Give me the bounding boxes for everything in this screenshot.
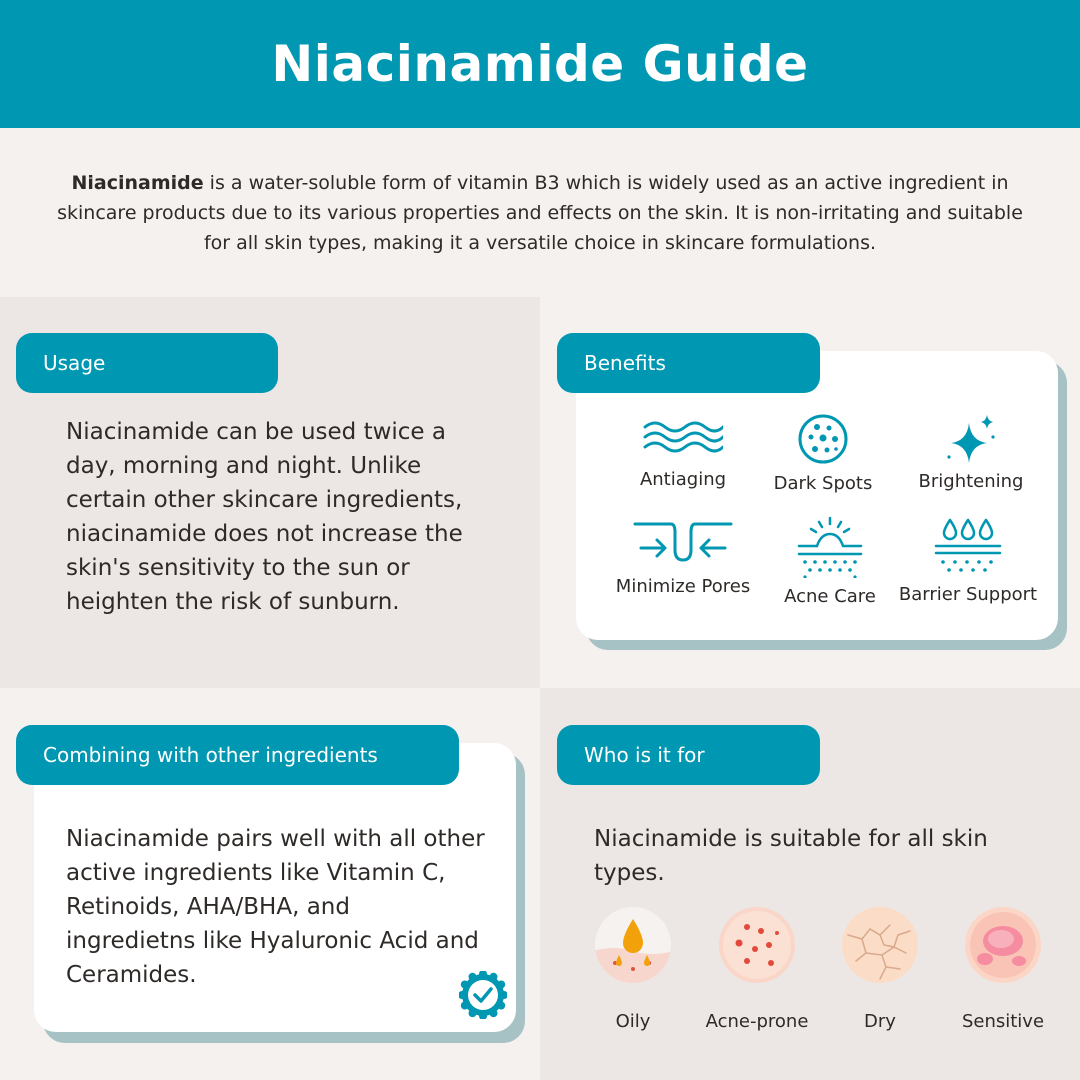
who-label-pill	[557, 725, 820, 785]
benefit-label: Barrier Support	[898, 584, 1038, 605]
verified-badge-icon	[459, 971, 507, 1019]
benefit-brightening	[891, 413, 1051, 492]
acne-icon	[797, 516, 863, 578]
skin-type-label: Acne-prone	[705, 1011, 809, 1032]
dark-spots-icon	[797, 413, 849, 465]
benefit-acne-care	[750, 516, 910, 607]
benefit-dark-spots	[743, 413, 903, 494]
acne-prone-skin-icon	[717, 905, 797, 985]
header-banner	[0, 0, 1080, 128]
who-label: Who is it for	[584, 743, 705, 767]
skin-type-oily	[568, 905, 698, 1032]
dry-skin-icon	[840, 905, 920, 985]
usage-text: Niacinamide can be used twice a day, morning and night. Unlike certain other skincare ingredients, niacinamide does not increase the skin's sensitivity to the sun or heighten the risk of sunburn.	[66, 419, 463, 615]
sensitive-skin-icon	[963, 905, 1043, 985]
intro-text: is a water-soluble form of vitamin B3 which is widely used as an active ingredient in skincare products due to its various properties and effects on the skin. It is non-irritating and suitable for all skin types, making it a versatile choice in skincare formulations.	[57, 172, 1023, 254]
benefit-label: Antiaging	[639, 469, 727, 490]
benefit-antiaging	[603, 413, 763, 490]
combining-label: Combining with other ingredients	[43, 743, 378, 767]
skin-type-sensitive	[938, 905, 1068, 1032]
benefit-label: Acne Care	[784, 586, 876, 607]
page-title: Niacinamide Guide	[271, 35, 809, 93]
usage-label-pill	[16, 333, 278, 393]
benefit-label: Minimize Pores	[615, 576, 751, 597]
combining-label-pill	[16, 725, 459, 785]
skin-type-dry	[815, 905, 945, 1032]
skin-type-label: Dry	[864, 1011, 896, 1032]
benefits-label: Benefits	[584, 351, 666, 375]
intro-paragraph	[50, 168, 1030, 258]
skin-type-label: Sensitive	[961, 1011, 1045, 1032]
who-text: Niacinamide is suitable for all skin types.	[594, 826, 988, 886]
benefits-label-pill	[557, 333, 820, 393]
waves-icon	[643, 413, 723, 461]
skin-type-acne-prone	[692, 905, 822, 1032]
benefit-barrier-support	[888, 518, 1048, 605]
pore-icon	[633, 520, 733, 568]
usage-label: Usage	[43, 351, 106, 375]
oily-skin-icon	[593, 905, 673, 985]
benefit-label: Dark Spots	[773, 473, 873, 494]
benefit-minimize-pores	[603, 520, 763, 597]
combining-text: Niacinamide pairs well with all other active ingredients like Vitamin C, Retinoids, AHA/BHA, and ingredietns like Hyaluronic Acid and Ceramides.	[66, 826, 485, 988]
benefit-label: Brightening	[918, 471, 1024, 492]
sparkle-icon	[941, 413, 1001, 463]
intro-bold-term: Niacinamide	[71, 172, 204, 194]
skin-type-label: Oily	[615, 1011, 651, 1032]
barrier-icon	[933, 518, 1003, 576]
